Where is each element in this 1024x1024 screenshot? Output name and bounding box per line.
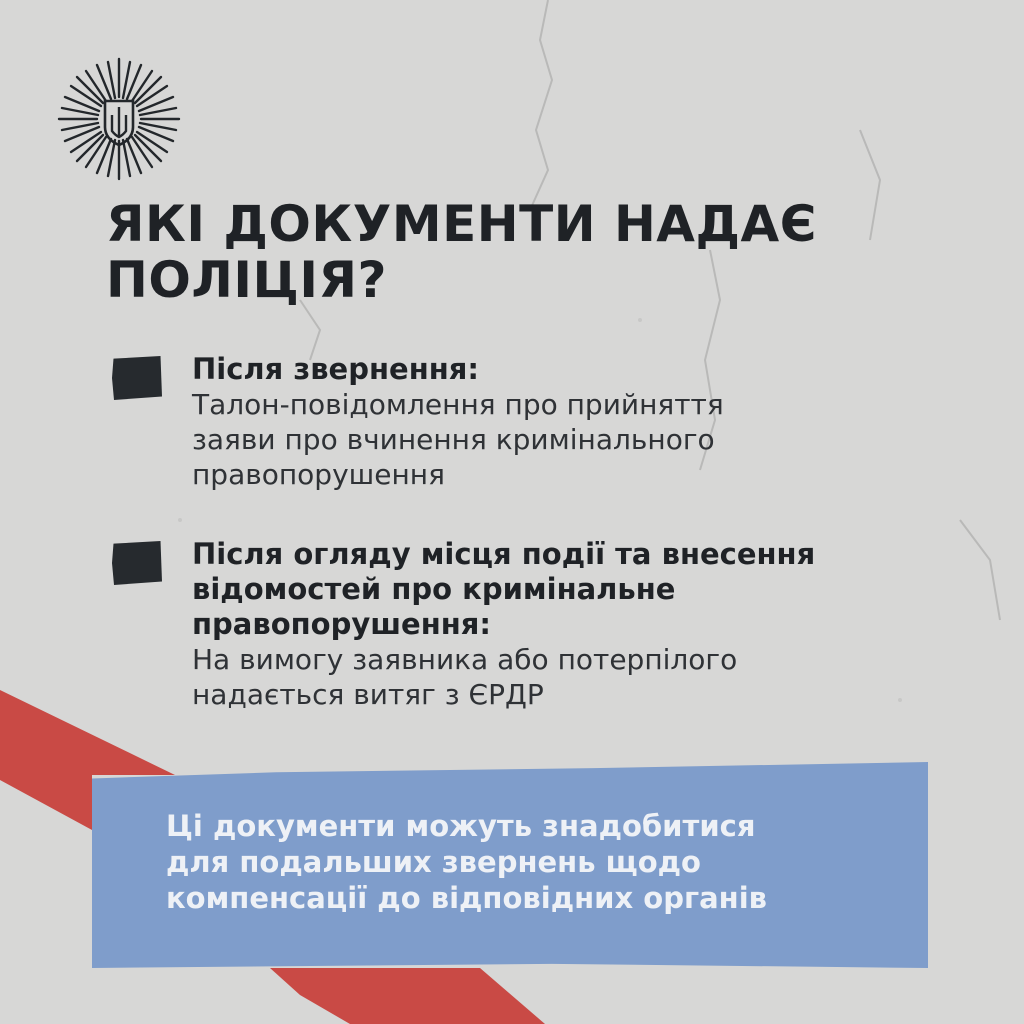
item-body-line: заяви про вчинення кримінального xyxy=(192,423,715,456)
item-heading-line: правопорушення: xyxy=(192,607,492,641)
list-item xyxy=(106,537,966,712)
page-title xyxy=(106,196,966,308)
item-body-line: На вимогу заявника або потерпілого xyxy=(192,643,738,676)
police-star-emblem-icon xyxy=(57,57,181,181)
item-body-line: надається витяг з ЄРДР xyxy=(192,678,544,711)
note-text xyxy=(166,808,886,916)
square-bullet-icon xyxy=(112,541,162,585)
item-body-line: правопорушення xyxy=(192,458,445,491)
page-title-line-1: ЯКІ ДОКУМЕНТИ НАДАЄ xyxy=(106,195,817,253)
item-heading-line: Після звернення: xyxy=(192,352,479,386)
page-title-line-2: ПОЛІЦІЯ? xyxy=(106,251,387,309)
item-heading-line: відомостей про кримінальне xyxy=(192,572,676,606)
square-bullet-icon xyxy=(112,356,162,400)
note-line: Ці документи можуть знадобитися xyxy=(166,809,756,843)
item-heading xyxy=(192,537,966,642)
item-body-line: Талон-повідомлення про прийняття xyxy=(192,388,724,421)
item-body xyxy=(192,387,966,492)
note-line: компенсації до відповідних органів xyxy=(166,881,767,915)
item-heading xyxy=(192,352,966,387)
note-line: для подальших звернень щодо xyxy=(166,845,701,879)
item-body xyxy=(192,642,966,712)
list-item xyxy=(106,352,966,492)
item-heading-line: Після огляду місця події та внесення xyxy=(192,537,816,571)
